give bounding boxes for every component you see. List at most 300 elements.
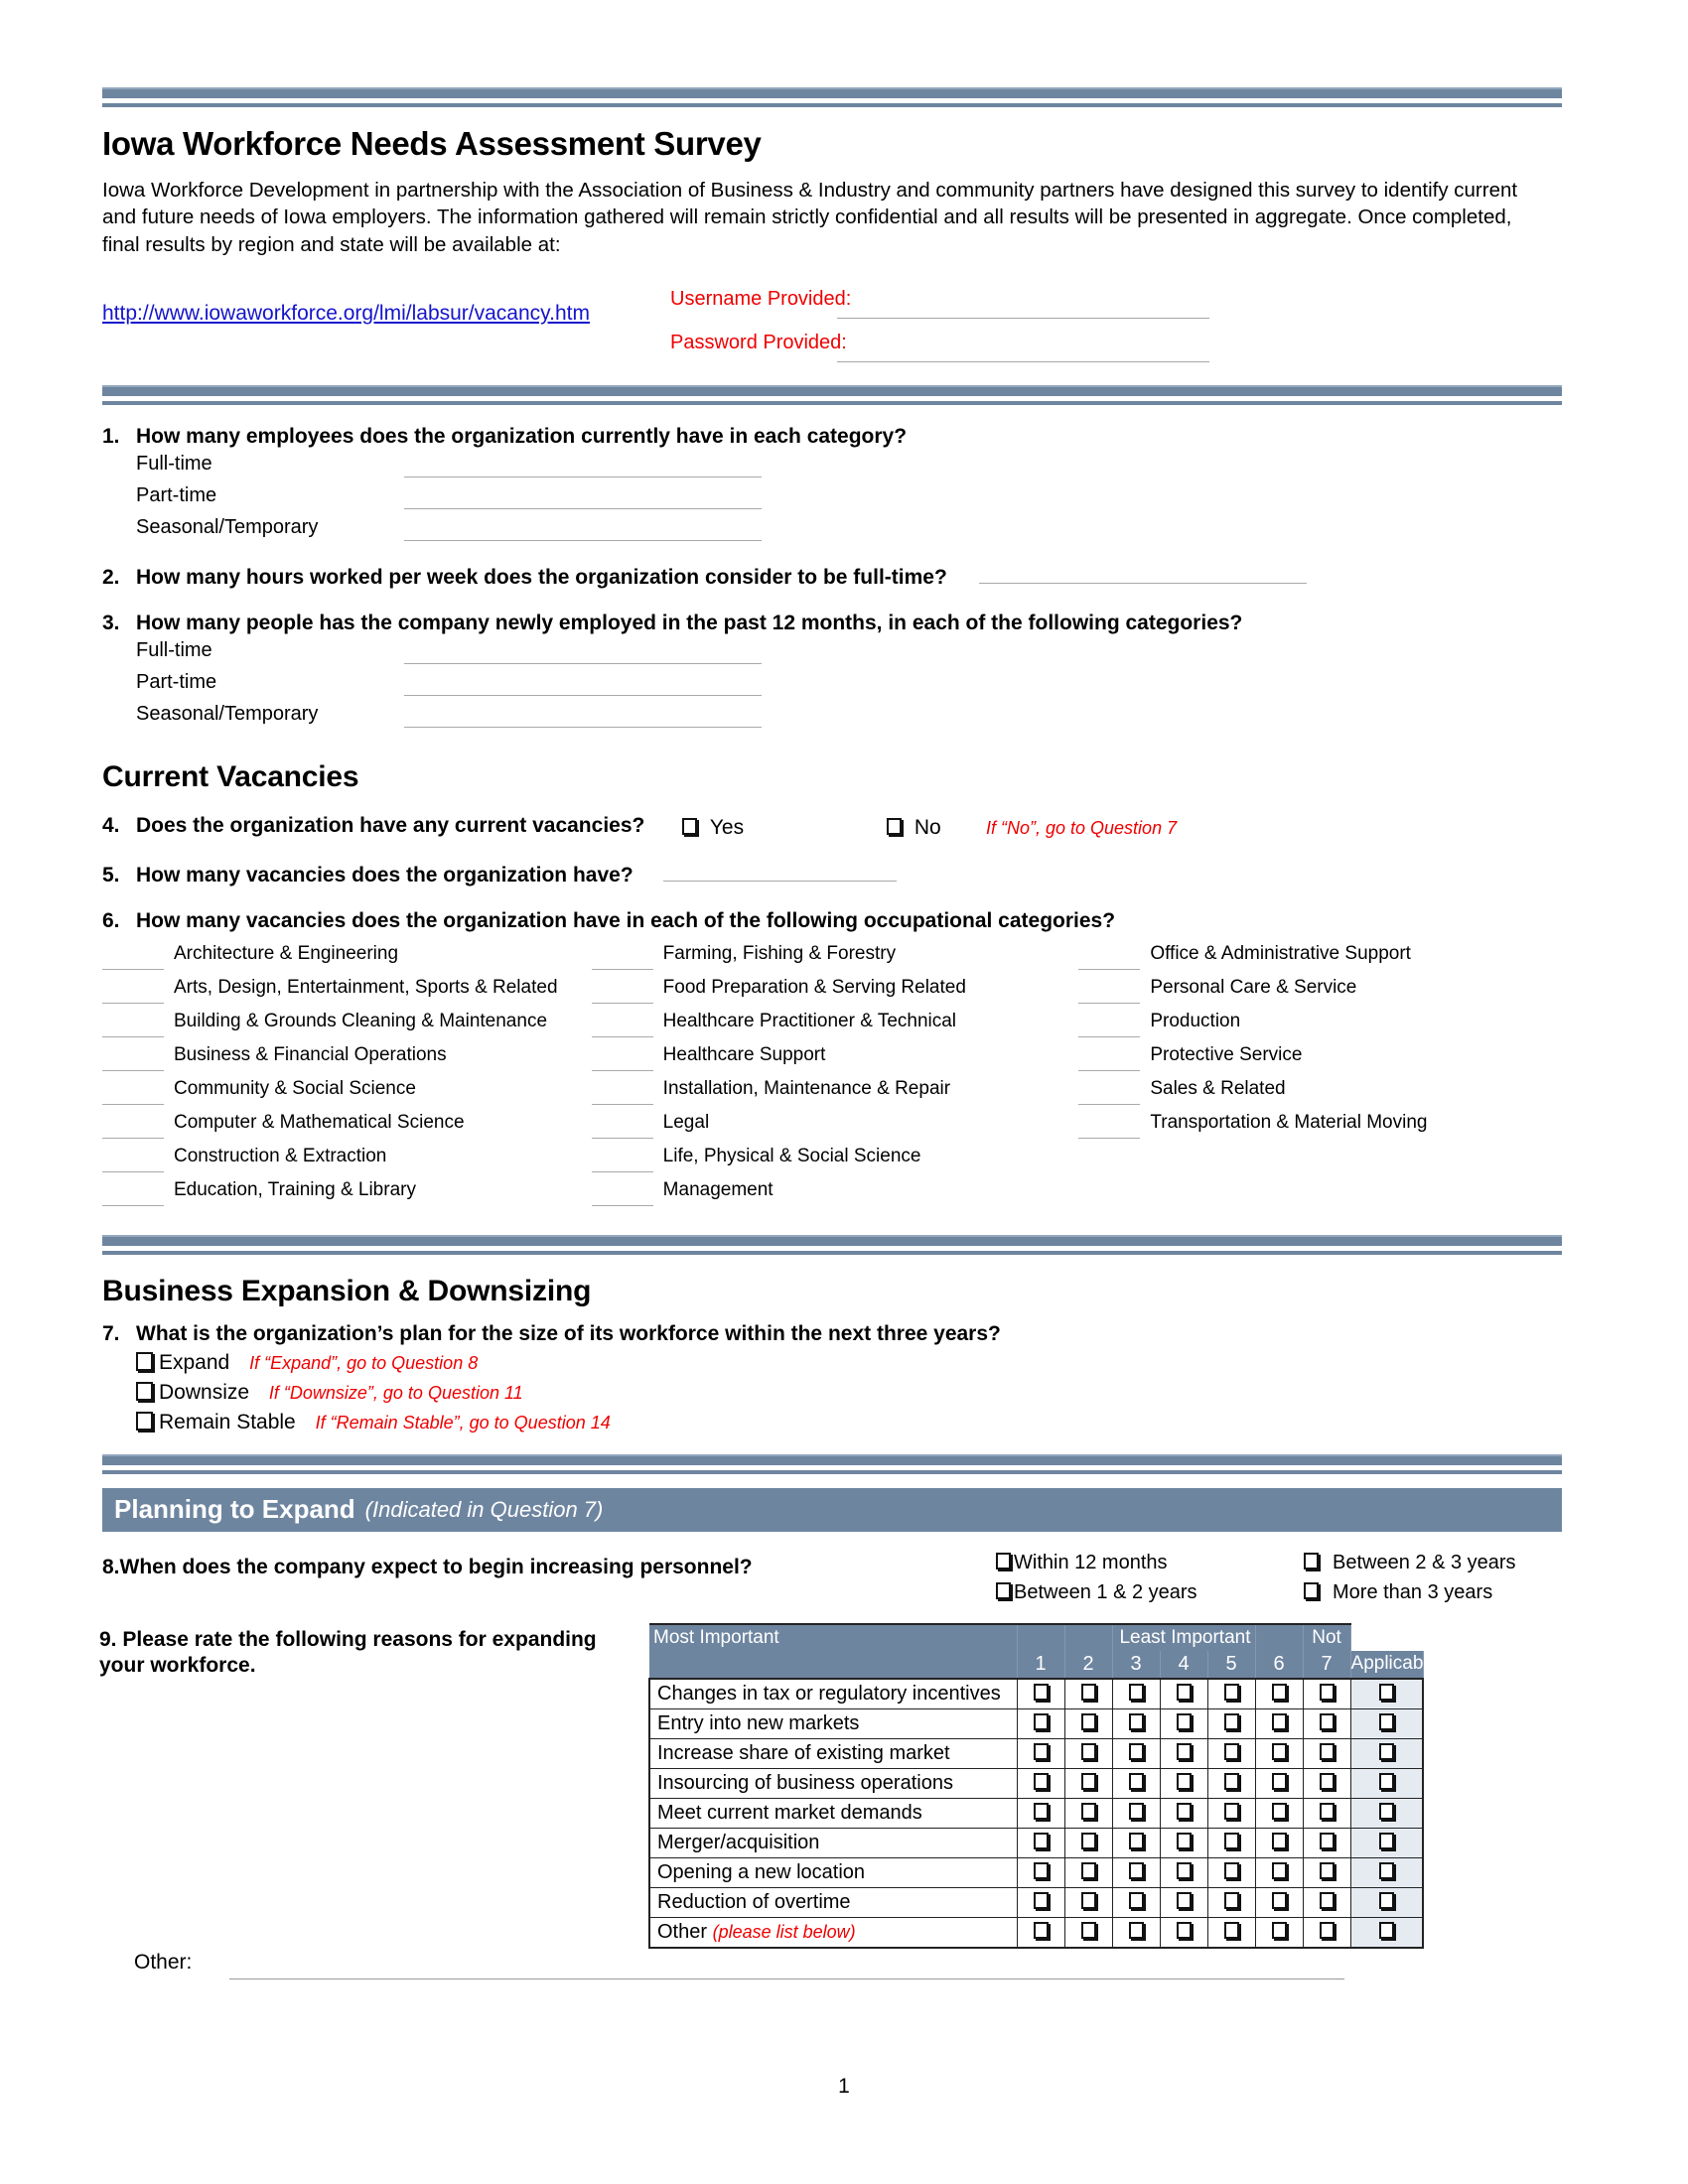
occupation-input-line[interactable]: [592, 1036, 653, 1037]
rating-cell-2[interactable]: [1064, 1768, 1112, 1798]
checkbox-icon[interactable]: [1177, 1684, 1192, 1701]
rating-cell-6[interactable]: [1255, 1917, 1303, 1948]
question-8-prompt: [102, 1556, 753, 1579]
table-row: [649, 1768, 1423, 1798]
section-heading-business-expansion: Business Expansion & Downsizing: [102, 1274, 592, 1307]
rating-cell-3[interactable]: [1112, 1917, 1160, 1948]
occupation-input-line[interactable]: [1078, 1104, 1140, 1105]
option-label: More than 3 years: [1333, 1580, 1493, 1603]
reason-label: Merger/acquisition: [649, 1828, 1017, 1857]
occupation-input-line[interactable]: [102, 1171, 164, 1172]
rating-cell-5[interactable]: [1207, 1828, 1255, 1857]
occupation-item: [1068, 943, 1552, 977]
answer-row: [136, 484, 1688, 516]
rating-table: [648, 1623, 1439, 1949]
occupation-label: Protective Service: [1150, 1043, 1303, 1065]
question-7-text: What is the organization’s plan for the size of its workforce within the next three years?: [136, 1321, 1001, 1345]
reason-label: Entry into new markets: [649, 1708, 1017, 1738]
rating-cell-3[interactable]: [1112, 1798, 1160, 1828]
answer-line-parttime[interactable]: [404, 695, 762, 696]
checkbox-icon[interactable]: [1177, 1892, 1192, 1909]
table-row: [649, 1738, 1423, 1768]
rating-cell-7[interactable]: [1303, 1738, 1350, 1768]
checkbox-icon[interactable]: [1272, 1773, 1287, 1790]
option-skip-note: If “Expand”, go to Question 8: [249, 1352, 479, 1373]
checkbox-icon[interactable]: [1034, 1713, 1049, 1730]
header-not-applicable-line1: Not: [1303, 1624, 1350, 1651]
occupation-input-line[interactable]: [592, 969, 653, 970]
occupation-input-line[interactable]: [1078, 969, 1140, 970]
checkbox-icon[interactable]: [1272, 1743, 1287, 1760]
checkbox-icon[interactable]: [1034, 1803, 1049, 1820]
option-label: Within 12 months: [1014, 1551, 1168, 1573]
rating-cell-5[interactable]: [1207, 1798, 1255, 1828]
checkbox-icon[interactable]: [1177, 1773, 1192, 1790]
checkbox-icon[interactable]: [1272, 1862, 1287, 1879]
occupation-label: Building & Grounds Cleaning & Maintenance: [174, 1010, 548, 1031]
question-8: [102, 1550, 1562, 1609]
occupation-item: [586, 1078, 1069, 1112]
rating-cell-na[interactable]: [1350, 1768, 1423, 1798]
answer-line-fulltime[interactable]: [404, 663, 762, 664]
table-row: [649, 1708, 1423, 1738]
password-label: Password Provided:: [670, 331, 847, 353]
checkbox-icon[interactable]: [1379, 1922, 1394, 1939]
checkbox-icon[interactable]: [1320, 1862, 1335, 1879]
option-skip-note: If “Downsize”, go to Question 11: [268, 1382, 523, 1403]
rating-cell-na[interactable]: [1350, 1798, 1423, 1828]
checkbox-icon[interactable]: [1177, 1743, 1192, 1760]
scale-header-7: 7: [1303, 1651, 1350, 1679]
rating-cell-1[interactable]: [1017, 1857, 1064, 1887]
occupation-label: Installation, Maintenance & Repair: [662, 1077, 951, 1099]
checkbox-icon[interactable]: [1379, 1833, 1394, 1849]
section-divider-rule-2: [102, 1235, 1562, 1255]
question-9-number: 9.: [99, 1627, 117, 1651]
rating-cell-4[interactable]: [1160, 1768, 1207, 1798]
question-6: [102, 909, 1552, 933]
header-least-important: Least Important: [1112, 1624, 1255, 1651]
checkbox-icon[interactable]: [136, 1352, 153, 1371]
answer-line-fulltime[interactable]: [404, 477, 762, 478]
rating-cell-6[interactable]: [1255, 1738, 1303, 1768]
occupation-label: Education, Training & Library: [174, 1178, 416, 1200]
rating-cell-1[interactable]: [1017, 1798, 1064, 1828]
occupation-input-line[interactable]: [102, 1070, 164, 1071]
other-field-row: [134, 1951, 1425, 1984]
reason-label: Reduction of overtime: [649, 1887, 1017, 1917]
checkbox-icon[interactable]: [1224, 1713, 1239, 1730]
checkbox-icon[interactable]: [1320, 1892, 1335, 1909]
occupation-label: Office & Administrative Support: [1150, 942, 1411, 964]
checkbox-icon[interactable]: [1034, 1684, 1049, 1701]
reason-label-other: [649, 1917, 1017, 1948]
checkbox-icon[interactable]: [1177, 1833, 1192, 1849]
checkbox-icon[interactable]: [1034, 1833, 1049, 1849]
checkbox-icon[interactable]: [1272, 1922, 1287, 1939]
table-row: [649, 1798, 1423, 1828]
checkbox-icon[interactable]: [887, 818, 902, 835]
occupation-item: [102, 977, 586, 1011]
option-between-1-2-years[interactable]: [996, 1581, 1197, 1604]
rating-cell-na[interactable]: [1350, 1679, 1423, 1709]
question-3-text: How many people has the company newly employed in the past 12 months, in each of the following categories?: [136, 611, 1243, 634]
checkbox-icon[interactable]: [1081, 1743, 1096, 1760]
option-expand[interactable]: [136, 1351, 1688, 1381]
intro-paragraph: Iowa Workforce Development in partnership with the Association of Business & Industry and community partners have designed this survey to identify current and future needs of Iowa employers. The information gathered will remain strictly confidential and all results will be presented in aggregate. Once completed, final results by region and state will be available at:: [102, 179, 1518, 256]
rating-table-header-row-1: [649, 1624, 1423, 1651]
rating-cell-1[interactable]: [1017, 1917, 1064, 1948]
rating-cell-3[interactable]: [1112, 1738, 1160, 1768]
occupation-label: Sales & Related: [1150, 1077, 1286, 1099]
checkbox-icon[interactable]: [996, 1553, 1011, 1570]
checkbox-icon[interactable]: [1272, 1892, 1287, 1909]
password-field[interactable]: [837, 361, 1209, 362]
checkbox-icon[interactable]: [1304, 1582, 1319, 1599]
rating-cell-6[interactable]: [1255, 1679, 1303, 1709]
checkbox-icon[interactable]: [1272, 1833, 1287, 1849]
occupation-item: [102, 1078, 586, 1112]
rating-cell-4[interactable]: [1160, 1828, 1207, 1857]
question-8-text: When does the company expect to begin increasing personnel?: [119, 1555, 753, 1578]
reason-label: Increase share of existing market: [649, 1738, 1017, 1768]
page-title: Iowa Workforce Needs Assessment Survey: [102, 125, 762, 162]
occupation-input-line[interactable]: [1078, 1036, 1140, 1037]
rating-cell-6[interactable]: [1255, 1768, 1303, 1798]
checkbox-icon[interactable]: [1129, 1743, 1144, 1760]
rating-cell-na[interactable]: [1350, 1887, 1423, 1917]
answer-row: [136, 671, 1688, 703]
rating-cell-6[interactable]: [1255, 1887, 1303, 1917]
checkbox-icon[interactable]: [1224, 1684, 1239, 1701]
rating-cell-na[interactable]: [1350, 1738, 1423, 1768]
occupation-label: Food Preparation & Serving Related: [662, 976, 966, 998]
occupation-item: [586, 1112, 1069, 1146]
rating-cell-2[interactable]: [1064, 1679, 1112, 1709]
scale-header-5: 5: [1207, 1651, 1255, 1679]
occupation-input-line[interactable]: [1078, 1138, 1140, 1139]
occupation-item: [102, 1146, 586, 1179]
survey-url-link[interactable]: http://www.iowaworkforce.org/lmi/labsur/vacancy.htm: [102, 301, 590, 325]
table-row-other: [649, 1917, 1423, 1948]
checkbox-icon[interactable]: [1320, 1803, 1335, 1820]
checkbox-icon[interactable]: [1034, 1743, 1049, 1760]
checkbox-icon[interactable]: [1224, 1773, 1239, 1790]
rating-cell-5[interactable]: [1207, 1887, 1255, 1917]
answer-row: [136, 516, 1688, 548]
rating-cell-6[interactable]: [1255, 1828, 1303, 1857]
occupation-item: [1068, 1044, 1552, 1078]
section-divider-rule-1: [102, 385, 1562, 405]
checkbox-icon[interactable]: [1034, 1922, 1049, 1939]
question-3-answer-rows: [136, 639, 1688, 735]
occupation-item: [586, 1179, 1069, 1213]
row-label: Seasonal/Temporary: [136, 515, 319, 538]
checkbox-icon[interactable]: [136, 1412, 153, 1431]
top-divider-rule: [102, 87, 1562, 107]
checkbox-icon[interactable]: [1224, 1892, 1239, 1909]
checkbox-icon[interactable]: [1129, 1892, 1144, 1909]
rating-cell-5[interactable]: [1207, 1738, 1255, 1768]
checkbox-icon[interactable]: [1081, 1922, 1096, 1939]
scale-header-6: 6: [1255, 1651, 1303, 1679]
occupation-label: Business & Financial Operations: [174, 1043, 447, 1065]
question-6-text: How many vacancies does the organization have in each of the following occupational categories?: [136, 908, 1116, 932]
checkbox-icon[interactable]: [1034, 1862, 1049, 1879]
option-label: Between 2 & 3 years: [1333, 1551, 1516, 1573]
rating-cell-4[interactable]: [1160, 1679, 1207, 1709]
rating-cell-5[interactable]: [1207, 1857, 1255, 1887]
occupation-input-line[interactable]: [102, 1003, 164, 1004]
page-number: 1: [838, 2075, 850, 2098]
checkbox-icon[interactable]: [1379, 1892, 1394, 1909]
checkbox-icon[interactable]: [1272, 1684, 1287, 1701]
checkbox-icon[interactable]: [1272, 1803, 1287, 1820]
checkbox-icon[interactable]: [1320, 1922, 1335, 1939]
row-label: Seasonal/Temporary: [136, 702, 319, 725]
occupation-input-line[interactable]: [102, 1138, 164, 1139]
occupation-input-line[interactable]: [592, 1138, 653, 1139]
option-more-than-3-years[interactable]: [1304, 1581, 1492, 1604]
checkbox-icon[interactable]: [1081, 1773, 1096, 1790]
checkbox-icon[interactable]: [1129, 1862, 1144, 1879]
checkbox-icon[interactable]: [1379, 1713, 1394, 1730]
question-6-number: 6.: [102, 908, 120, 932]
answer-row: [136, 453, 1688, 484]
question-5-answer-line[interactable]: [663, 865, 897, 882]
rating-cell-2[interactable]: [1064, 1708, 1112, 1738]
occupation-input-line[interactable]: [592, 1171, 653, 1172]
checkbox-icon[interactable]: [1129, 1713, 1144, 1730]
rating-cell-1[interactable]: [1017, 1679, 1064, 1709]
rating-cell-3[interactable]: [1112, 1768, 1160, 1798]
checkbox-icon[interactable]: [1224, 1743, 1239, 1760]
checkbox-icon[interactable]: [1320, 1773, 1335, 1790]
occupation-input-line[interactable]: [592, 1104, 653, 1105]
question-1: [102, 425, 1552, 449]
rating-cell-3[interactable]: [1112, 1857, 1160, 1887]
rating-cell-5[interactable]: [1207, 1917, 1255, 1948]
occupation-label: Personal Care & Service: [1150, 976, 1357, 998]
rating-cell-7[interactable]: [1303, 1917, 1350, 1948]
checkbox-icon[interactable]: [1379, 1773, 1394, 1790]
table-row: [649, 1828, 1423, 1857]
rating-cell-6[interactable]: [1255, 1708, 1303, 1738]
rating-cell-4[interactable]: [1160, 1887, 1207, 1917]
rating-cell-6[interactable]: [1255, 1857, 1303, 1887]
rating-cell-2[interactable]: [1064, 1917, 1112, 1948]
question-5-number: 5.: [102, 863, 120, 887]
occupation-input-line[interactable]: [102, 1036, 164, 1037]
question-2-answer-line[interactable]: [979, 567, 1307, 584]
checkbox-icon[interactable]: [1129, 1922, 1144, 1939]
checkbox-icon[interactable]: [1034, 1773, 1049, 1790]
occupation-item: [1068, 1011, 1552, 1044]
row-label: Part-time: [136, 670, 217, 693]
rating-cell-1[interactable]: [1017, 1768, 1064, 1798]
option-downsize[interactable]: [136, 1381, 1688, 1411]
checkbox-icon[interactable]: [1129, 1773, 1144, 1790]
occupation-item: [102, 943, 586, 977]
occupation-item: [586, 1044, 1069, 1078]
rating-cell-4[interactable]: [1160, 1798, 1207, 1828]
rating-cell-3[interactable]: [1112, 1887, 1160, 1917]
checkbox-icon[interactable]: [1320, 1743, 1335, 1760]
question-9: [0, 1623, 1688, 1943]
rating-cell-4[interactable]: [1160, 1738, 1207, 1768]
scale-header-4: 4: [1160, 1651, 1207, 1679]
checkbox-icon[interactable]: [1379, 1743, 1394, 1760]
rating-cell-4[interactable]: [1160, 1917, 1207, 1948]
occupation-input-line[interactable]: [592, 1003, 653, 1004]
checkbox-icon[interactable]: [1081, 1713, 1096, 1730]
checkbox-icon[interactable]: [1081, 1892, 1096, 1909]
checkbox-icon[interactable]: [1320, 1833, 1335, 1849]
checkbox-icon[interactable]: [1224, 1803, 1239, 1820]
rating-cell-2[interactable]: [1064, 1857, 1112, 1887]
checkbox-icon[interactable]: [1224, 1833, 1239, 1849]
occupation-label: Life, Physical & Social Science: [662, 1145, 921, 1166]
occupation-input-line[interactable]: [1078, 1070, 1140, 1071]
rating-cell-7[interactable]: [1303, 1768, 1350, 1798]
no-label: No: [914, 815, 941, 839]
checkbox-icon[interactable]: [996, 1582, 1011, 1599]
rating-cell-7[interactable]: [1303, 1857, 1350, 1887]
checkbox-icon[interactable]: [1081, 1862, 1096, 1879]
occupation-item: [102, 1112, 586, 1146]
rating-cell-3[interactable]: [1112, 1708, 1160, 1738]
answer-line-seasonal[interactable]: [404, 727, 762, 728]
username-field[interactable]: [837, 318, 1209, 319]
checkbox-icon[interactable]: [682, 818, 697, 835]
rating-cell-7[interactable]: [1303, 1798, 1350, 1828]
rating-cell-na[interactable]: [1350, 1708, 1423, 1738]
rating-cell-1[interactable]: [1017, 1887, 1064, 1917]
rating-cell-4[interactable]: [1160, 1708, 1207, 1738]
rating-cell-na[interactable]: [1350, 1828, 1423, 1857]
scale-header-2: 2: [1064, 1651, 1112, 1679]
question-4-no-option[interactable]: [887, 816, 941, 840]
checkbox-icon[interactable]: [1177, 1713, 1192, 1730]
option-within-12-months[interactable]: [996, 1552, 1168, 1574]
checkbox-icon[interactable]: [1129, 1684, 1144, 1701]
occupation-item: [102, 1011, 586, 1044]
answer-line-parttime[interactable]: [404, 508, 762, 509]
checkbox-icon[interactable]: [1224, 1862, 1239, 1879]
checkbox-icon[interactable]: [136, 1382, 153, 1401]
question-4-yes-option[interactable]: [682, 816, 744, 840]
checkbox-icon[interactable]: [1320, 1684, 1335, 1701]
rating-cell-5[interactable]: [1207, 1679, 1255, 1709]
rating-cell-1[interactable]: [1017, 1828, 1064, 1857]
rating-cell-1[interactable]: [1017, 1738, 1064, 1768]
occupation-input-line[interactable]: [102, 1104, 164, 1105]
question-5: [102, 864, 1552, 887]
rating-cell-2[interactable]: [1064, 1887, 1112, 1917]
occupation-input-line[interactable]: [102, 969, 164, 970]
rating-cell-5[interactable]: [1207, 1708, 1255, 1738]
rating-cell-2[interactable]: [1064, 1828, 1112, 1857]
checkbox-icon[interactable]: [1129, 1803, 1144, 1820]
question-1-number: 1.: [102, 424, 120, 448]
option-between-2-3-years[interactable]: [1304, 1552, 1516, 1574]
question-1-answer-rows: [136, 453, 1688, 548]
rating-cell-na[interactable]: [1350, 1857, 1423, 1887]
checkbox-icon[interactable]: [1177, 1922, 1192, 1939]
rating-cell-7[interactable]: [1303, 1679, 1350, 1709]
occupation-label: Community & Social Science: [174, 1077, 416, 1099]
rating-cell-6[interactable]: [1255, 1798, 1303, 1828]
checkbox-icon[interactable]: [1081, 1684, 1096, 1701]
occupation-input-line[interactable]: [592, 1205, 653, 1206]
table-row: [649, 1887, 1423, 1917]
answer-line-seasonal[interactable]: [404, 540, 762, 541]
checkbox-icon[interactable]: [1177, 1862, 1192, 1879]
rating-cell-7[interactable]: [1303, 1828, 1350, 1857]
rating-cell-7[interactable]: [1303, 1887, 1350, 1917]
question-4-number: 4.: [102, 813, 120, 837]
rating-cell-4[interactable]: [1160, 1857, 1207, 1887]
checkbox-icon[interactable]: [1129, 1833, 1144, 1849]
occupational-column-3: [1068, 943, 1552, 1213]
occupation-label: Production: [1150, 1010, 1241, 1031]
checkbox-icon[interactable]: [1034, 1892, 1049, 1909]
rating-cell-5[interactable]: [1207, 1768, 1255, 1798]
checkbox-icon[interactable]: [1379, 1684, 1394, 1701]
checkbox-icon[interactable]: [1224, 1922, 1239, 1939]
rating-cell-7[interactable]: [1303, 1708, 1350, 1738]
rating-cell-1[interactable]: [1017, 1708, 1064, 1738]
occupation-input-line[interactable]: [102, 1205, 164, 1206]
reason-label: Opening a new location: [649, 1857, 1017, 1887]
checkbox-icon[interactable]: [1320, 1713, 1335, 1730]
answer-row: [136, 639, 1688, 671]
table-row: [649, 1679, 1423, 1709]
question-2-text: How many hours worked per week does the organization consider to be full-time?: [136, 565, 947, 589]
checkbox-icon[interactable]: [1379, 1862, 1394, 1879]
row-label: Full-time: [136, 452, 212, 475]
occupation-label: Management: [662, 1178, 774, 1200]
rating-cell-3[interactable]: [1112, 1679, 1160, 1709]
occupation-label: Construction & Extraction: [174, 1145, 387, 1166]
occupation-item: [586, 943, 1069, 977]
question-1-text: How many employees does the organization currently have in each category?: [136, 424, 908, 448]
rating-cell-2[interactable]: [1064, 1738, 1112, 1768]
reason-label: Changes in tax or regulatory incentives: [649, 1679, 1017, 1709]
table-row: [649, 1857, 1423, 1887]
rating-cell-na[interactable]: [1350, 1917, 1423, 1948]
rating-cell-3[interactable]: [1112, 1828, 1160, 1857]
occupation-label: Healthcare Practitioner & Technical: [662, 1010, 957, 1031]
banner-title: Planning to Expand: [114, 1494, 355, 1525]
checkbox-icon[interactable]: [1177, 1803, 1192, 1820]
checkbox-icon[interactable]: [1272, 1713, 1287, 1730]
checkbox-icon[interactable]: [1081, 1803, 1096, 1820]
rating-cell-2[interactable]: [1064, 1798, 1112, 1828]
checkbox-icon[interactable]: [1379, 1803, 1394, 1820]
occupation-label: Transportation & Material Moving: [1150, 1111, 1428, 1133]
row-label: Part-time: [136, 483, 217, 506]
checkbox-icon[interactable]: [1304, 1553, 1319, 1570]
option-remain-stable[interactable]: [136, 1411, 1688, 1440]
occupational-column-1: [102, 943, 586, 1213]
occupation-input-line[interactable]: [592, 1070, 653, 1071]
occupation-input-line[interactable]: [1078, 1003, 1140, 1004]
checkbox-icon[interactable]: [1081, 1833, 1096, 1849]
rating-table-header-row-2: [649, 1651, 1423, 1679]
header-not-applicable-line2: Applicable: [1350, 1651, 1423, 1679]
scale-header-1: 1: [1017, 1651, 1064, 1679]
